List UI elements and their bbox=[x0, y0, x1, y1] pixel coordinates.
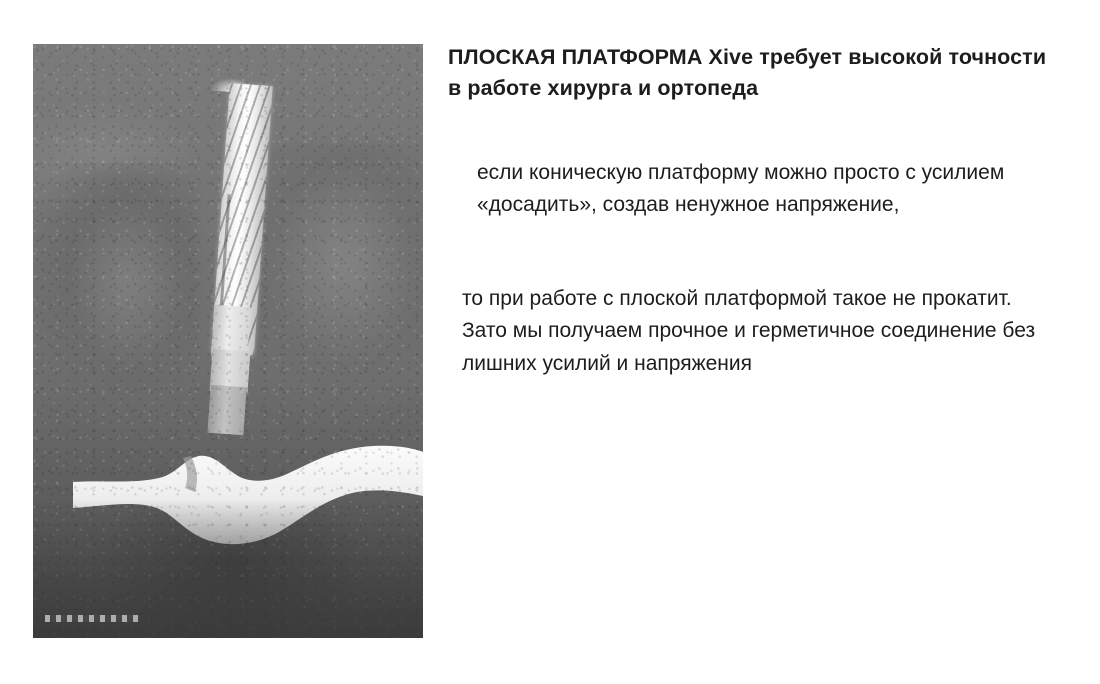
dental-xray-image bbox=[33, 44, 423, 638]
paragraph-first: если коническую платформу можно просто с усилием «досадить», создав ненужное напряжение, bbox=[477, 161, 1005, 217]
xray-film bbox=[33, 44, 423, 638]
scale-bar-icon bbox=[45, 615, 140, 622]
slide-headline: ПЛОСКАЯ ПЛАТФОРМА Xive требует высокой точности в работе хирурга и ортопеда bbox=[448, 45, 1047, 100]
paragraph-second: то при работе с плоской платформой такое не прокатит. Зато мы получаем прочное и герметичное соединение без лишних усилий и напряжения bbox=[462, 287, 1036, 375]
text-column bbox=[448, 42, 1060, 380]
